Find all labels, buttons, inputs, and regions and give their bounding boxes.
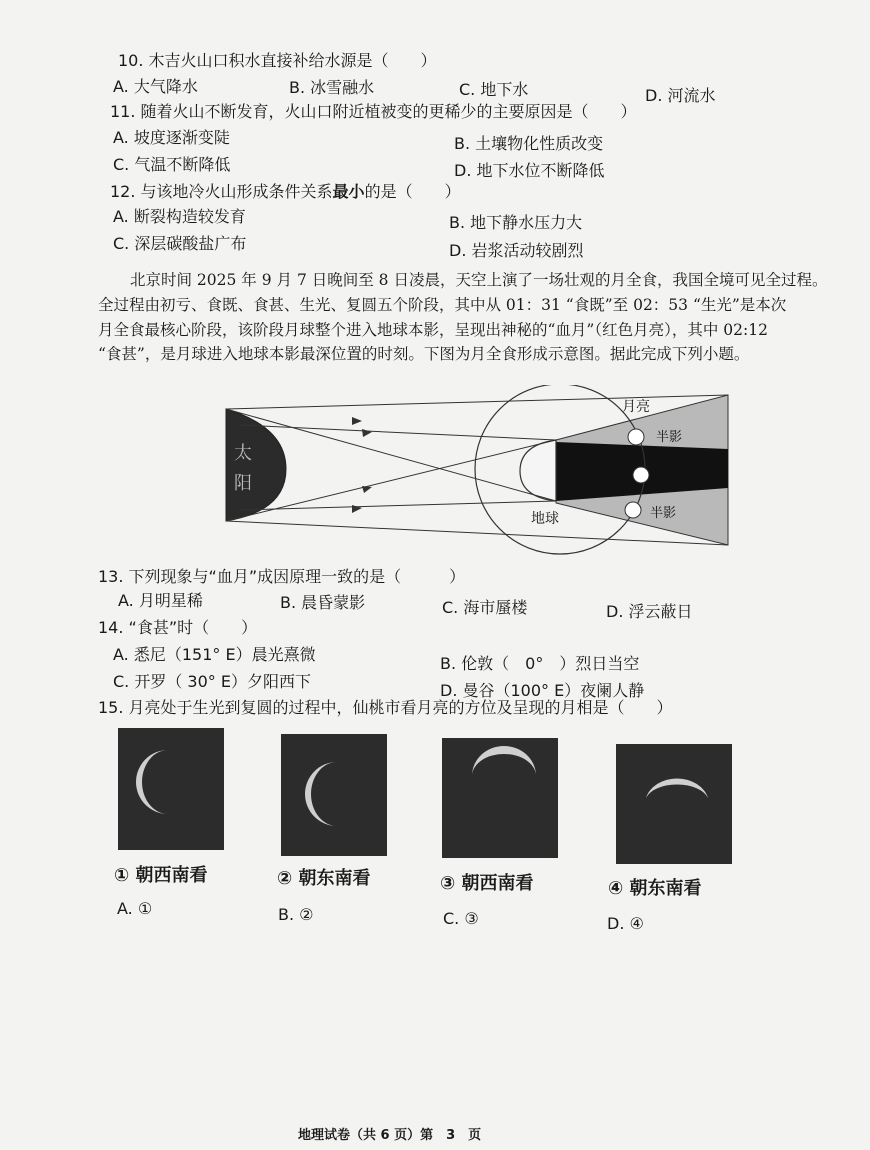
page-footer: 地理试卷（共 6 页）第 3 页 xyxy=(298,1128,482,1143)
q11-option-b: B. 土壤物化性质改变 xyxy=(454,134,604,153)
q12-option-a: A. 断裂构造较发育 xyxy=(113,207,246,226)
moon-photo-4 xyxy=(616,744,732,864)
q13-option-a: A. 月明星稀 xyxy=(118,591,203,610)
sun-label-1: 太 xyxy=(234,443,252,464)
earth-shape xyxy=(520,440,556,501)
q13-option-c: C. 海市蜃楼 xyxy=(442,598,528,617)
sun-label-2: 阳 xyxy=(234,473,252,494)
q11-stem: 11. 随着火山不断发育，火山口附近植被变的更稀少的主要原因是（ ） xyxy=(110,102,637,121)
penumbra-label-bottom: 半影 xyxy=(650,506,677,521)
passage-line-2: 全过程由初亏、食既、食甚、生光、复圆五个阶段，其中从 01：31 “食既”至 02：53 “生光”是本次 xyxy=(98,296,787,314)
q10-stem: 10. 木吉火山口积水直接补给水源是（ ） xyxy=(118,51,437,70)
q10-option-b: B. 冰雪融水 xyxy=(289,78,375,97)
q10-option-c: C. 地下水 xyxy=(459,80,529,99)
moon-middle xyxy=(633,467,649,483)
q12-option-d: D. 岩浆活动较剧烈 xyxy=(449,241,584,260)
moon-photo-2 xyxy=(281,734,387,856)
moon-caption-4: ④ 朝东南看 xyxy=(608,878,702,899)
q15-option-b: B. ② xyxy=(278,905,314,924)
moon-bottom xyxy=(625,502,641,518)
q14-option-c: C. 开罗（ 30° E）夕阳西下 xyxy=(113,672,311,691)
q15-option-d: D. ④ xyxy=(607,914,644,933)
moon-photo-3 xyxy=(442,738,558,858)
q10-option-d: D. 河流水 xyxy=(645,86,716,105)
q14-option-b: B. 伦敦（ 0° ）烈日当空 xyxy=(440,654,640,673)
moon-label: 月亮 xyxy=(622,399,650,415)
ray-arrow-2 xyxy=(362,429,372,437)
q12-stem xyxy=(110,184,461,200)
moon-caption-1: ① 朝西南看 xyxy=(114,865,208,886)
passage-line-1: 北京时间 2025 年 9 月 7 日晚间至 8 日凌晨，天空上演了一场壮观的月全食，我国全境可见全过程。 xyxy=(130,271,828,289)
q14-option-a: A. 悉尼（151° E）晨光熹微 xyxy=(113,645,316,664)
moon-caption-2: ② 朝东南看 xyxy=(277,868,371,889)
passage-line-4: “食甚”，是月球进入地球本影最深位置的时刻。下图为月全食形成示意图。据此完成下列小题。 xyxy=(98,345,750,363)
q13-option-b: B. 晨昏蒙影 xyxy=(280,593,366,612)
q13-option-d: D. 浮云蔽日 xyxy=(606,602,693,621)
passage-line-3: 月全食最核心阶段，该阶段月球整个进入地球本影，呈现出神秘的“血月”（红色月亮），其中 02:12 xyxy=(98,321,768,339)
q14-stem: 14. “食甚”时（ ） xyxy=(98,618,258,637)
sun-ray-top-outer xyxy=(226,395,728,409)
lunar-eclipse-diagram xyxy=(220,385,730,555)
moon-top xyxy=(628,429,644,445)
penumbra-label-top: 半影 xyxy=(656,430,683,445)
ray-arrow-3 xyxy=(362,486,372,493)
earth-label: 地球 xyxy=(531,511,559,527)
q12-stem-bold: 最小 xyxy=(332,182,365,201)
moon-caption-3: ③ 朝西南看 xyxy=(440,873,534,894)
q10-option-a: A. 大气降水 xyxy=(113,77,198,96)
q11-option-c: C. 气温不断降低 xyxy=(113,155,231,174)
q15-option-a: A. ① xyxy=(117,899,153,918)
q12-stem-pre: 12. 与该地冷火山形成条件关系 xyxy=(110,182,333,201)
q11-option-a: A. 坡度逐渐变陡 xyxy=(113,128,230,147)
moon-photo-1 xyxy=(118,728,224,850)
q15-option-c: C. ③ xyxy=(443,909,479,928)
q15-stem: 15. 月亮处于生光到复圆的过程中，仙桃市看月亮的方位及呈现的月相是（ ） xyxy=(98,698,673,717)
q14-option-d: D. 曼谷（100° E）夜阑人静 xyxy=(440,681,645,700)
q13-stem: 13. 下列现象与“血月”成因原理一致的是（ ） xyxy=(98,567,466,586)
q12-option-b: B. 地下静水压力大 xyxy=(449,213,583,232)
ray-arrow-1 xyxy=(352,417,362,425)
q12-option-c: C. 深层碳酸盐广布 xyxy=(113,234,247,253)
sun-ray-mid-top xyxy=(240,425,556,440)
q11-option-d: D. 地下水位不断降低 xyxy=(454,161,605,180)
q12-stem-post: 的是（ ） xyxy=(364,182,461,201)
